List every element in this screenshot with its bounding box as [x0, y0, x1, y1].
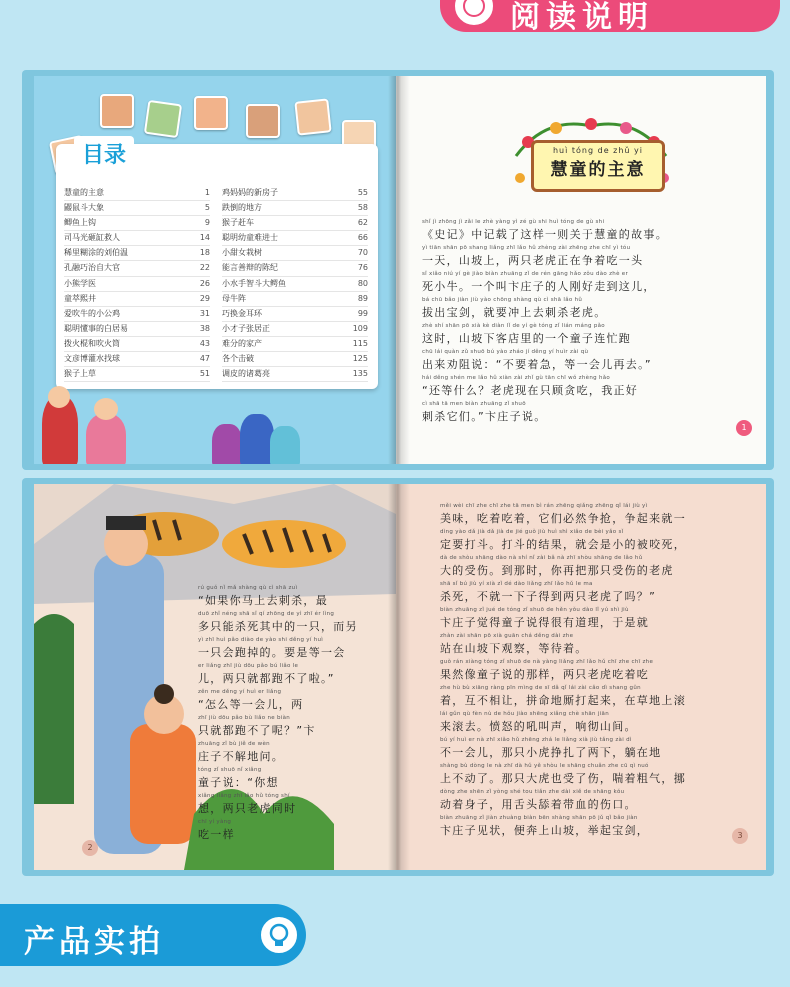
hanzi-line: 儿，两只就都跑不了啦。”: [198, 672, 335, 685]
toc-entry-page: 99: [357, 308, 368, 318]
hanzi-line: 来滚去。愤怒的吼叫声，响彻山间。: [440, 720, 637, 733]
pinyin-line: biàn zhuāng zǐ jué de tóng zǐ shuō de hěn yǒu dào lǐ yú shì jiù: [440, 607, 629, 613]
hanzi-line: 多只能杀死其中的一只，而另: [198, 620, 358, 633]
toc-entry: [64, 337, 210, 352]
toc-entry-page: 135: [352, 369, 368, 379]
toc-entry-page: 18: [199, 248, 210, 258]
toc-entry-page: 125: [352, 354, 368, 364]
text-line: [422, 348, 752, 374]
text-line: [440, 632, 766, 658]
toc-page: [34, 76, 396, 464]
toc-entry: [64, 277, 210, 292]
bottom-banner-label: 产品实拍: [24, 924, 164, 960]
text-line: [440, 554, 766, 580]
toc-entry: [64, 322, 210, 337]
text-line: [198, 636, 394, 662]
pinyin-line: dà de shòu shāng dào nà shí nǐ zài bǎ nà zhī shòu shāng de lǎo hǔ: [440, 555, 643, 561]
text-line: [440, 710, 766, 736]
story-title-pinyin: huì tóng de zhǔ yi: [552, 146, 643, 155]
hanzi-line: 杀死，不就一下子得到两只老虎了吗？”: [440, 590, 657, 603]
pinyin-line: shā sǐ bú jiù yí xià zǐ dé dào liǎng zhī lǎo hǔ le ma: [440, 581, 593, 587]
toc-entry-page: 31: [199, 308, 210, 318]
toc-entry: [64, 216, 210, 231]
hanzi-line: 吃一样: [198, 828, 235, 841]
text-line: [198, 818, 394, 844]
pinyin-line: zhī jiù dōu pǎo bù liǎo ne biàn: [198, 715, 291, 721]
hanzi-line: 想，两只老虎同时: [198, 802, 297, 815]
toc-entry-title: 鸡妈妈的新房子: [222, 188, 278, 197]
pinyin-line: yì zhī huì pǎo diào de yào shi děng yí huì: [198, 637, 324, 643]
text-line: [440, 528, 766, 554]
hanzi-line: 一只会跑掉的。要是等一会: [198, 646, 346, 659]
character-avatar: [100, 94, 134, 128]
toc-entry-title: 聪明幼童难进士: [222, 233, 278, 243]
toc-entry-title: 文彦博灌水找球: [64, 354, 120, 364]
toc-column-left: [64, 186, 210, 382]
text-line: [198, 610, 394, 636]
pinyin-line: shǐ jì zhōng jì zǎi le zhè yàng yì zé gù shi huì tóng de gù shi: [422, 219, 605, 225]
toc-entry-page: 47: [199, 354, 210, 364]
text-line: [440, 580, 766, 606]
toc-entry-title: 小甜女栽树: [222, 248, 262, 258]
text-line: [440, 814, 766, 840]
toc-entry-title: 拨火棍和吹火筒: [64, 338, 120, 348]
text-line: [440, 502, 766, 528]
hanzi-line: 果然像童子说的那样，两只老虎吃着吃: [440, 668, 650, 681]
toc-entry-page: 58: [357, 203, 368, 213]
pinyin-line: yì tiān shān pō shang liǎng zhī lǎo hǔ zhèng zài zhēng zhe chī yì tóu: [422, 245, 631, 251]
lightbulb-icon: [258, 914, 300, 956]
story-text: [422, 218, 752, 426]
pinyin-line: tóng zǐ shuō nǐ xiǎng: [198, 767, 262, 773]
toc-entry-page: 9: [204, 218, 210, 228]
pinyin-line: bú yí huì er nà zhī xiǎo hǔ zhēng zhá le liǎng xià jiù tǎng zài dì: [440, 737, 632, 743]
toc-column-right: [222, 186, 368, 382]
text-line: [440, 736, 766, 762]
toc-entry: [222, 201, 368, 216]
toc-entry: [222, 246, 368, 261]
text-line: [422, 218, 752, 244]
pinyin-line: duō zhǐ néng shā sǐ qí zhōng de yì zhī ér lìng: [198, 611, 335, 617]
toc-entry: [222, 216, 368, 231]
story-text-right: [440, 502, 766, 840]
toc-entry-title: 孔融巧治自大官: [64, 263, 120, 273]
hanzi-line: 动着身子，用舌头舔着带血的伤口。: [440, 798, 637, 811]
hanzi-line: 庄子不解地问。: [198, 750, 285, 763]
pinyin-line: shàng bù dòng le nà zhī dà hǔ yě shòu le shāng chuǎn zhe cū qì nuó: [440, 763, 649, 769]
toc-entry-page: 109: [352, 323, 368, 333]
toc-entry-title: 稀里糊涂的刘伯温: [64, 248, 128, 258]
toc-entry-page: 66: [357, 233, 368, 243]
toc-entry-title: 能言善辩的陈纪: [222, 263, 278, 273]
book-photo-story: [22, 478, 774, 876]
toc-entry-page: 70: [357, 248, 368, 258]
toc-entry-page: 89: [357, 293, 368, 303]
toc-entry-title: 聪明懂事的白居易: [64, 323, 128, 333]
toc-entry-title: 小水手智斗大鳄鱼: [222, 278, 286, 288]
toc-entry-page: 38: [199, 323, 210, 333]
toc-entry-page: 43: [199, 338, 210, 348]
story-text-page: [396, 484, 766, 870]
hanzi-line: 只就都跑不了呢？”卞: [198, 724, 316, 737]
toc-entry: [64, 201, 210, 216]
toc-entry-page: 1: [204, 188, 210, 197]
toc-entry-title: 司马光砸缸救人: [64, 233, 120, 243]
toc-entry: [222, 186, 368, 201]
toc-entry-title: 童萃熙井: [64, 293, 96, 303]
hanzi-line: 卞庄子觉得童子说得很有道理，于是就: [440, 616, 650, 629]
toc-entry-title: 小才子张居正: [222, 323, 270, 333]
hanzi-line: “如果你马上去刺杀，最: [198, 594, 328, 607]
pinyin-line: zěn me děng yí huì er liǎng: [198, 689, 282, 695]
hanzi-line: 一天，山坡上，两只老虎正在争着吃一头: [422, 254, 644, 267]
toc-entry: [222, 261, 368, 276]
toc-entry-page: 51: [199, 369, 210, 379]
book-photo-contents: [22, 70, 774, 470]
hanzi-line: 死小牛。一个叫卞庄子的人刚好走到这儿，: [422, 280, 656, 293]
story-title: 慧童的主意: [550, 160, 646, 180]
story-text-left: [198, 584, 394, 844]
page-number-right: 3: [732, 828, 748, 844]
text-line: [440, 606, 766, 632]
toc-entry-page: 5: [204, 203, 210, 213]
character-avatar: [294, 98, 331, 135]
pinyin-line: rú guǒ nǐ mǎ shàng qù cì shā zuì: [198, 585, 298, 591]
toc-entry-page: 115: [352, 338, 368, 348]
toc-entry-title: 慧童的主意: [64, 188, 104, 197]
toc-entry: [64, 292, 210, 307]
character-avatar: [144, 100, 182, 138]
pinyin-line: bá chū bǎo jiàn jiù yào chōng shàng qù cì shā lǎo hǔ: [422, 297, 583, 303]
hanzi-line: 美味，吃着吃着，它们必然争抢，争起来就一: [440, 512, 686, 525]
text-line: [440, 684, 766, 710]
pinyin-line: zhàn zài shān pō xià guān chá děng dài zhe: [440, 633, 574, 639]
text-line: [422, 244, 752, 270]
text-line: [422, 400, 752, 426]
pinyin-line: sǐ xiǎo niú yí gè jiào biàn zhuāng zǐ de rén gāng hǎo zǒu dào zhè er: [422, 271, 629, 277]
toc-entry-page: 22: [199, 263, 210, 273]
toc-entry-page: 29: [199, 293, 210, 303]
hanzi-line: 定要打斗。打斗的结果，就会是小的被咬死，: [440, 538, 686, 551]
toc-entry: [222, 352, 368, 367]
pinyin-line: guǒ rán xiàng tóng zǐ shuō de nà yàng liǎng zhī lǎo hǔ chī zhe chī zhe: [440, 659, 654, 665]
page-number-left: 2: [82, 840, 98, 856]
toc-entry-page: 76: [357, 263, 368, 273]
toc-entry-title: 难分的家产: [222, 338, 262, 348]
hanzi-line: 不一会儿，那只小虎挣扎了两下，躺在地: [440, 746, 662, 759]
toc-entry-title: 小熊学医: [64, 278, 96, 288]
hanzi-line: “还等什么？老虎现在只顾贪吃，我正好: [422, 384, 639, 397]
pinyin-line: lái gǔn qù fèn nù de hǒu jiào shēng xiǎng chè shān jiān: [440, 711, 609, 717]
book-gutter: [388, 76, 410, 464]
toc-entry: [222, 307, 368, 322]
text-line: [198, 740, 394, 766]
hanzi-line: 上不动了。那只大虎也受了伤，喘着粗气，挪: [440, 772, 686, 785]
toc-entry-page: 26: [199, 278, 210, 288]
toc-entry-page: 55: [357, 188, 368, 197]
pinyin-line: cì shā tā men biàn zhuāng zǐ shuō: [422, 401, 526, 407]
pinyin-line: biàn zhuāng zǐ jiàn zhuàng biàn bēn shàng shān pō jǔ qǐ bǎo jiàn: [440, 815, 638, 821]
toc-entry-page: 14: [199, 233, 210, 243]
pinyin-line: zhe hù bù xiāng ràng pīn mìng de sī dǎ qǐ lái zài cǎo dì shang gǔn: [440, 685, 641, 691]
hanzi-line: 《史记》中记载了这样一则关于慧童的故事。: [422, 228, 668, 241]
text-line: [198, 662, 394, 688]
pinyin-line: zhè shí shān pō xià kè diàn lǐ de yí gè tóng zǐ lián máng pǎo: [422, 323, 605, 329]
hanzi-line: 卞庄子见状，便奔上山坡，举起宝剑，: [440, 824, 650, 837]
toc-entry: [64, 307, 210, 322]
pinyin-line: dòng zhe shēn zǐ yòng shé tou tiǎn zhe dài xiě de shāng kǒu: [440, 789, 625, 795]
toc-entry: [64, 367, 210, 382]
hanzi-line: 大的受伤。到那时，你再把那只受伤的老虎: [440, 564, 674, 577]
pinyin-line: měi wèi chī zhe chī zhe tā men bì rán zhēng qiǎng zhēng qǐ lái jiù yì: [440, 503, 648, 509]
hanzi-line: 站在山坡下观察，等待着。: [440, 642, 588, 655]
toc-entry-title: 鲫鱼上钩: [64, 218, 96, 228]
text-line: [440, 762, 766, 788]
toc-title: 目录: [74, 136, 134, 171]
text-line: [422, 270, 752, 296]
text-line: [440, 658, 766, 684]
text-line: [198, 584, 394, 610]
hanzi-line: 拔出宝剑，就要冲上去刺杀老虎。: [422, 306, 607, 319]
toc-entry-title: 巧换金耳环: [222, 308, 262, 318]
hanzi-line: “怎么等一会儿，两: [198, 698, 304, 711]
pinyin-line: chī yí yàng: [198, 819, 232, 825]
hanzi-line: 童子说：“你想: [198, 776, 279, 789]
story-title-frame: [531, 140, 665, 192]
characters-illustration: [34, 396, 396, 464]
hanzi-line: 刺杀它们。”卞庄子说。: [422, 410, 547, 423]
pinyin-line: chū lái quàn zǔ shuō bú yào zháo jí děng yí huìr zài qù: [422, 349, 589, 355]
toc-entry-title: 调皮的诸葛亮: [222, 369, 270, 379]
toc-entry-page: 80: [357, 278, 368, 288]
text-line: [198, 792, 394, 818]
hanzi-line: 出来劝阻说：“不要着急，等一会儿再去。”: [422, 358, 652, 371]
toc-entry: [222, 322, 368, 337]
top-banner: [440, 0, 780, 35]
text-line: [198, 714, 394, 740]
text-line: [422, 322, 752, 348]
toc-entry: [64, 352, 210, 367]
toc-entry: [222, 367, 368, 382]
hanzi-line: 着，互不相让，拼命地厮打起来，在草地上滚: [440, 694, 686, 707]
pinyin-line: hái děng shén me lǎo hǔ xiàn zài zhǐ gù tān chī wǒ zhèng hǎo: [422, 375, 611, 381]
text-line: [422, 296, 752, 322]
toc-entry-title: 猴子赶车: [222, 218, 254, 228]
toc-entry: [64, 246, 210, 261]
toc-entry-title: 鼹鼠斗大象: [64, 203, 104, 213]
hanzi-line: 这时，山坡下客店里的一个童子连忙跑: [422, 332, 632, 345]
globe-icon: [452, 0, 496, 28]
toc-entry-title: 各个击破: [222, 354, 254, 364]
toc-entry-page: 62: [357, 218, 368, 228]
toc-entry: [64, 261, 210, 276]
toc-entry: [222, 337, 368, 352]
text-line: [422, 374, 752, 400]
pinyin-line: xiǎng liǎng zhī lǎo hǔ tóng shí: [198, 793, 290, 799]
top-banner-label: 阅读说明: [510, 0, 654, 35]
toc-entry-title: 猴子上草: [64, 369, 96, 379]
text-line: [198, 766, 394, 792]
toc-entry-title: 爱吹牛的小公鸡: [64, 308, 120, 318]
toc-entry: [64, 231, 210, 246]
book-gutter: [388, 484, 410, 870]
toc-entry: [222, 277, 368, 292]
character-avatar: [246, 104, 280, 138]
text-line: [440, 788, 766, 814]
page-number: 1: [736, 420, 752, 436]
toc-entry: [222, 231, 368, 246]
toc-entry-title: 母牛阵: [222, 293, 246, 303]
story-illustration-page: [34, 484, 396, 870]
character-avatar: [194, 96, 228, 130]
story-title-page: [396, 76, 766, 464]
text-line: [198, 688, 394, 714]
toc-entry: [222, 292, 368, 307]
pinyin-line: er liǎng zhī jiù dōu pǎo bú liǎo le: [198, 663, 299, 669]
pinyin-line: zhuāng zǐ bù jiě de wèn: [198, 741, 270, 747]
pinyin-line: dìng yào dǎ jià dǎ jià de jié guǒ jiù huì shì xiǎo de bèi yǎo sǐ: [440, 529, 624, 535]
toc-entry: [64, 186, 210, 201]
toc-entry-title: 跌倒的地方: [222, 203, 262, 213]
